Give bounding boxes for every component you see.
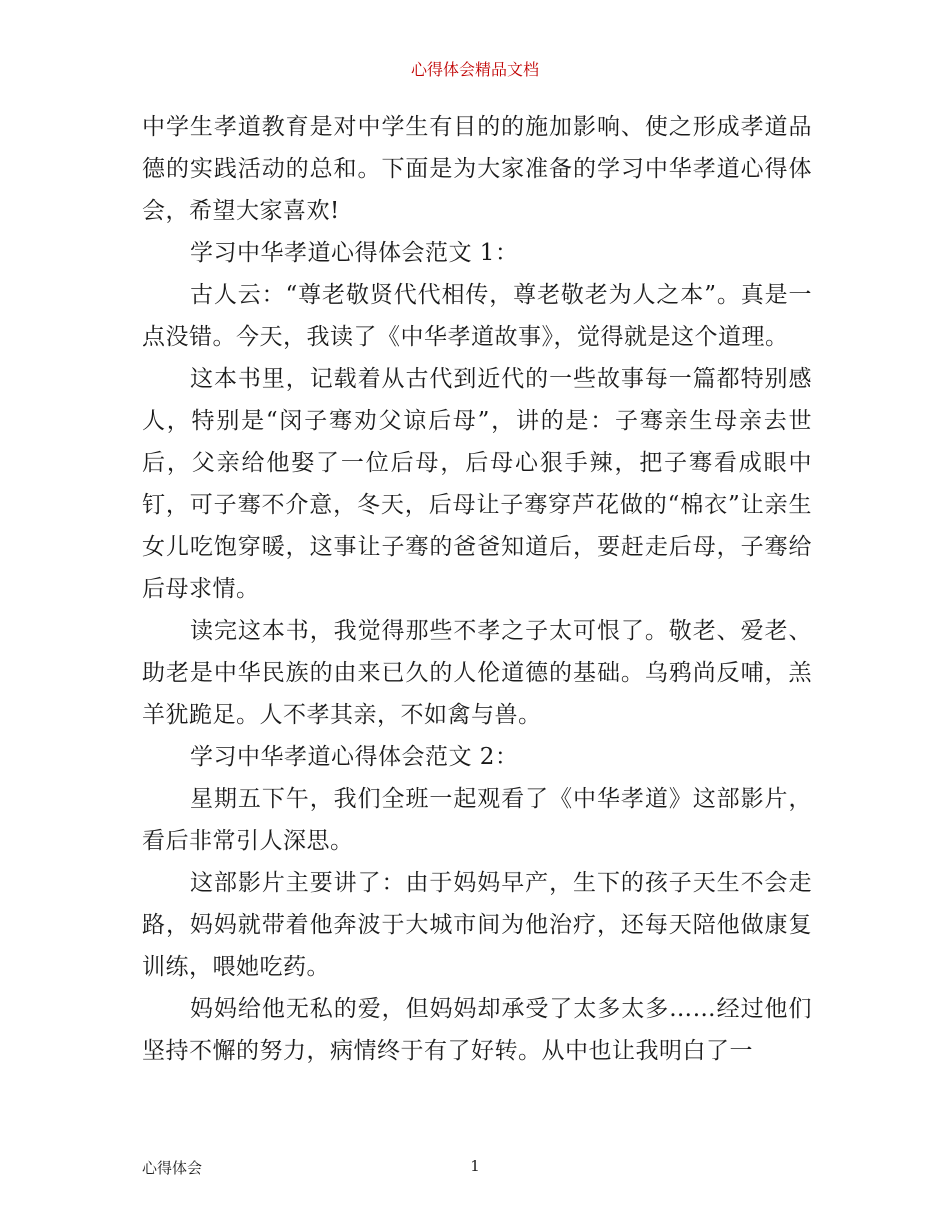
footer-label: 心得体会 [142, 1159, 203, 1177]
paragraph: 古人云：“尊老敬贤代代相传，尊老敬老为人之本”。真是一点没错。今天，我读了《中华孝道故事》，觉得就是这个道理。 [142, 282, 812, 350]
paragraph: 这部影片主要讲了：由于妈妈早产，生下的孩子天生不会走路，妈妈就带着他奔波于大城市间为他治疗，还每天陪他做康复训练，喂她吃药。 [142, 870, 812, 980]
section-heading-1: 学习中华孝道心得体会范文 1： [190, 240, 519, 266]
paragraph: 星期五下午，我们全班一起观看了《中华孝道》这部影片，看后非常引人深思。 [142, 786, 812, 854]
paragraph: 读完这本书，我觉得那些不孝之子太可恨了。敬老、爱老、助老是中华民族的由来已久的人伦道德的基础。乌鸦尚反哺，羔羊犹跪足。人不孝其亲，不如禽与兽。 [142, 618, 812, 728]
paragraph-intro: 中学生孝道教育是对中学生有目的的施加影响、使之形成孝道品德的实践活动的总和。下面是为大家准备的学习中华孝道心得体会，希望大家喜欢! [142, 114, 812, 224]
page-number: 1 [470, 1157, 480, 1175]
paragraph: 这本书里，记载着从古代到近代的一些故事每一篇都特别感人，特别是“闵子骞劝父谅后母”，讲的是：子骞亲生母亲去世后，父亲给他娶了一位后母，后母心狠手辣，把子骞看成眼中钉，可子骞不介意，冬天，后母让子骞穿芦花做的“棉衣”让亲生女儿吃饱穿暖，这事让子骞的爸爸知道后，要赶走后母，子骞给后母求情。 [142, 366, 812, 602]
page-header-title: 心得体会精品文档 [410, 60, 539, 79]
document-body [142, 106, 812, 1072]
paragraph: 妈妈给他无私的爱，但妈妈却承受了太多太多……经过他们坚持不懈的努力，病情终于有了好转。从中也让我明白了一 [142, 996, 812, 1064]
section-heading-2: 学习中华孝道心得体会范文 2： [190, 744, 519, 770]
